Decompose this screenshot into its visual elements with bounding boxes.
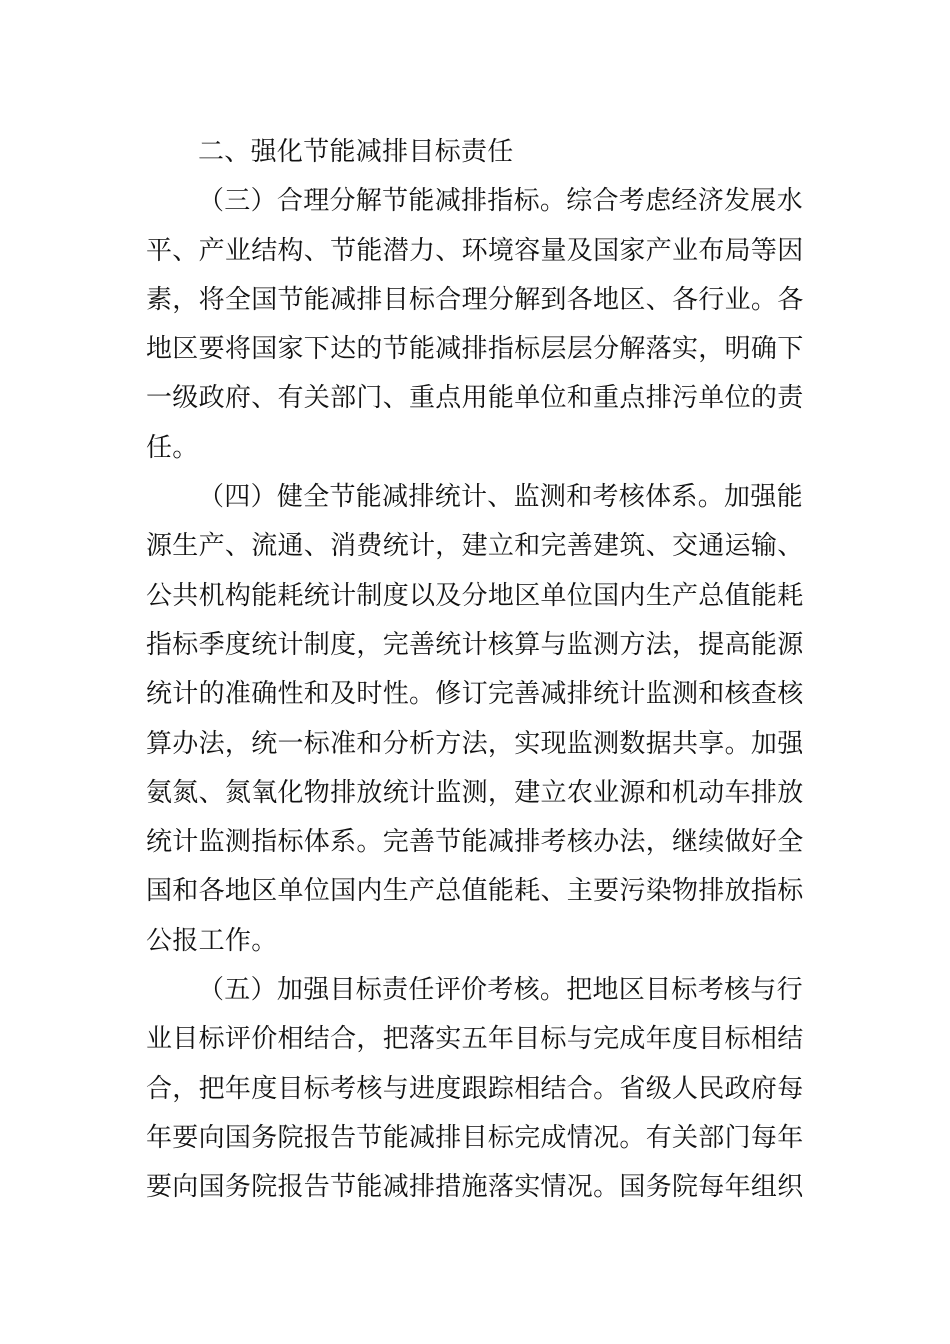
paragraph-line: 一级政府、有关部门、重点用能单位和重点排污单位的责 <box>146 383 804 414</box>
paragraph-line: 统计监测指标体系。完善节能减排考核办法，继续做好全 <box>146 827 804 858</box>
paragraph-line: 统计的准确性和及时性。修订完善减排统计监测和核查核 <box>146 679 804 710</box>
paragraph-line: 公报工作。 <box>146 925 278 956</box>
paragraph-line: 国和各地区单位国内生产总值能耗、主要污染物排放指标 <box>146 876 804 907</box>
document-body <box>146 128 804 1213</box>
paragraph-line: （三）合理分解节能减排指标。综合考虑经济发展水 <box>198 186 803 217</box>
paragraph-line: 公共机构能耗统计制度以及分地区单位国内生产总值能耗 <box>146 580 804 611</box>
paragraph-line: （四）健全节能减排统计、监测和考核体系。加强能 <box>198 482 803 513</box>
paragraph-line: 平、产业结构、节能潜力、环境容量及国家产业布局等因 <box>146 235 804 266</box>
paragraph-line: 氨氮、氮氧化物排放统计监测，建立农业源和机动车排放 <box>146 777 804 808</box>
paragraph-line: 素，将全国节能减排目标合理分解到各地区、各行业。各 <box>146 284 804 315</box>
paragraph-line: 任。 <box>146 432 199 463</box>
paragraph-line: 地区要将国家下达的节能减排指标层层分解落实，明确下 <box>146 334 804 365</box>
paragraph-line: 要向国务院报告节能减排措施落实情况。国务院每年组织 <box>146 1172 804 1203</box>
paragraph-line: 指标季度统计制度，完善统计核算与监测方法，提高能源 <box>146 629 804 660</box>
paragraph-line: 年要向国务院报告节能减排目标完成情况。有关部门每年 <box>146 1122 804 1153</box>
paragraph-line: 合，把年度目标考核与进度跟踪相结合。省级人民政府每 <box>146 1073 804 1104</box>
paragraph-line: （五）加强目标责任评价考核。把地区目标考核与行 <box>198 975 803 1006</box>
paragraph-line: 源生产、流通、消费统计，建立和完善建筑、交通运输、 <box>146 531 804 562</box>
paragraph-line: 业目标评价相结合，把落实五年目标与完成年度目标相结 <box>146 1024 804 1055</box>
section-heading: 二、强化节能减排目标责任 <box>198 137 514 167</box>
paragraph-line: 算办法，统一标准和分析方法，实现监测数据共享。加强 <box>146 728 804 759</box>
